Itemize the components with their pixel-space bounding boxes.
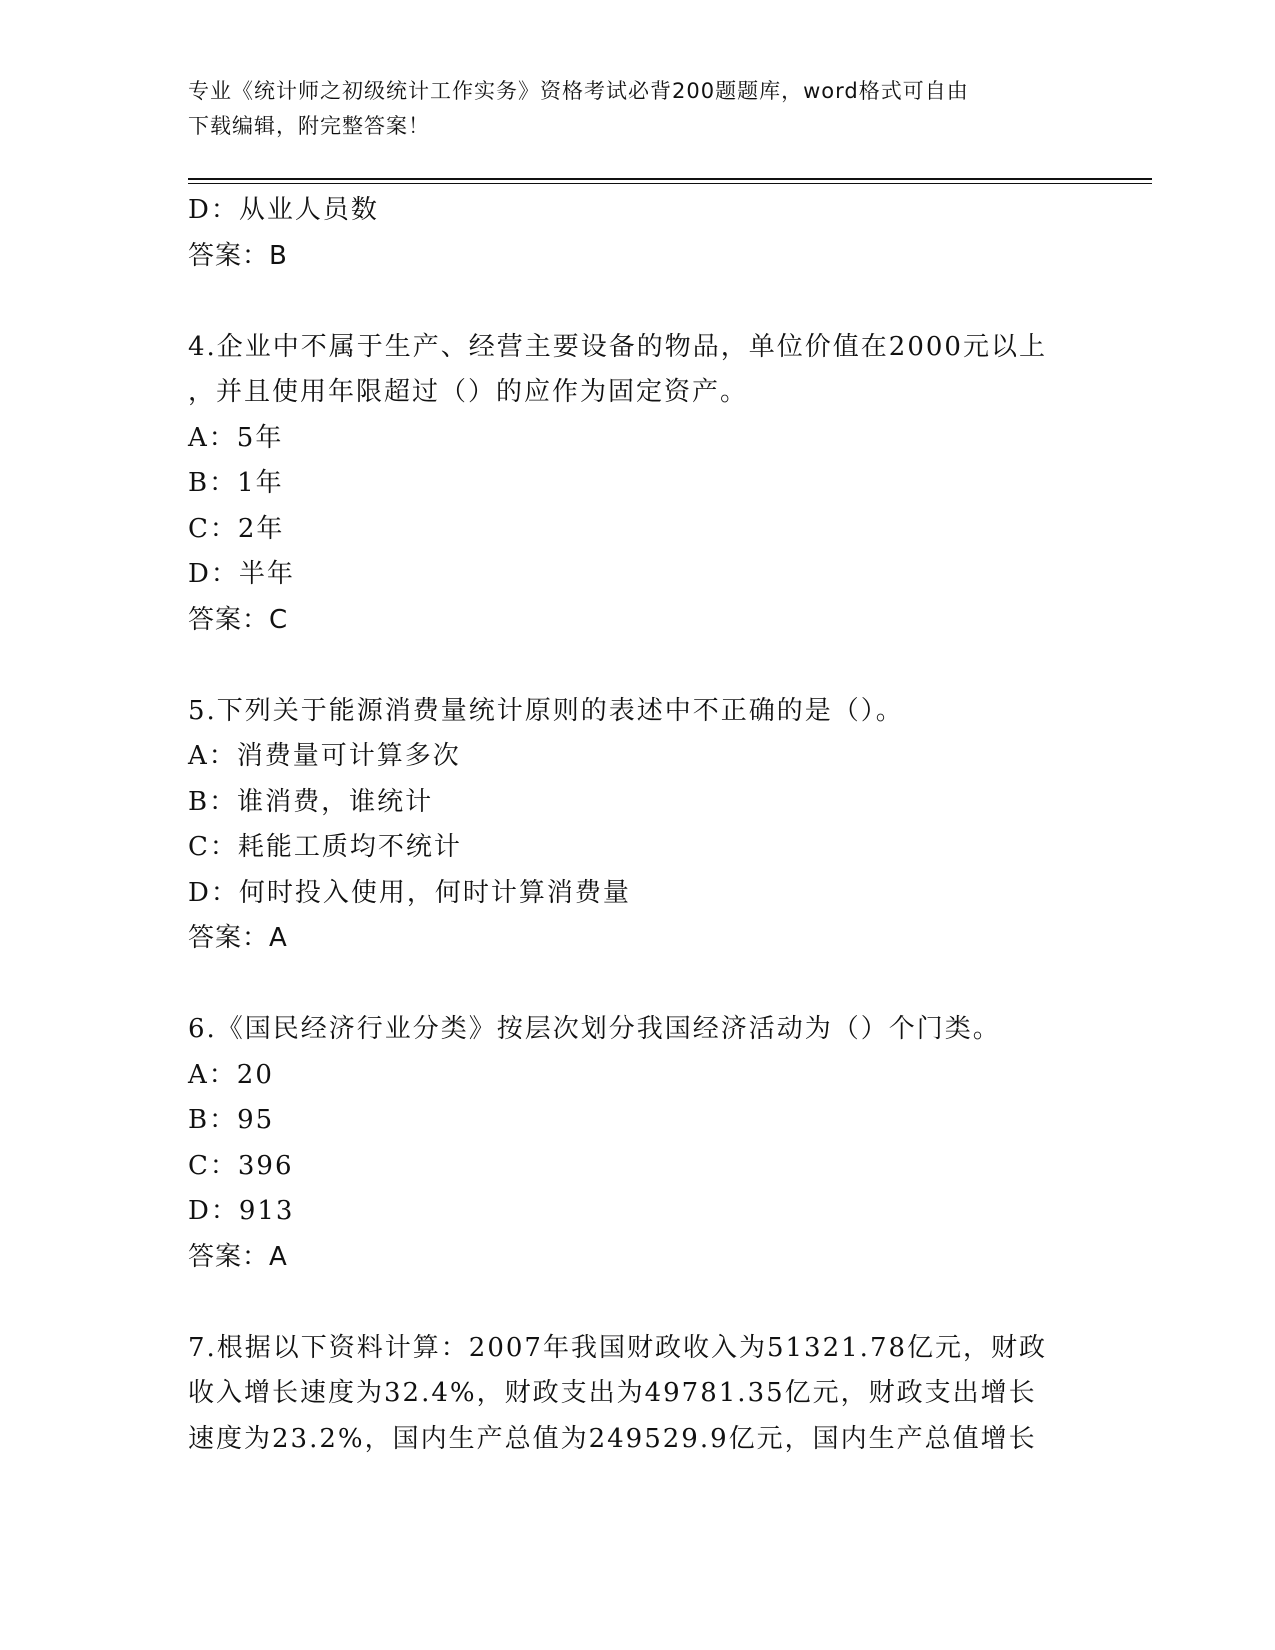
- question-stem-line: 速度为23.2%，国内生产总值为249529.9亿元，国内生产总值增长: [188, 1423, 1037, 1454]
- previous-question-tail: [188, 188, 1088, 279]
- option-c: C：2年: [188, 513, 285, 544]
- question-stem-line: 4.企业中不属于生产、经营主要设备的物品，单位价值在2000元以上: [188, 331, 1047, 362]
- option-b: B：1年: [188, 468, 284, 498]
- option-d: D：从业人员数: [188, 195, 379, 225]
- question-stem-line: 收入增长速度为32.4%，财政支出为49781.35亿元，财政支出增长: [188, 1378, 1037, 1408]
- question-5: [188, 689, 1088, 962]
- document-header: [188, 74, 1068, 144]
- question-4: [188, 325, 1088, 644]
- question-stem-line: 6.《国民经济行业分类》按层次划分我国经济活动为（）个门类。: [188, 1014, 1001, 1044]
- option-c: C：396: [188, 1150, 294, 1181]
- question-stem-line: 7.根据以下资料计算：2007年我国财政收入为51321.78亿元，财政: [188, 1332, 1048, 1363]
- header-divider-thick: [188, 178, 1152, 180]
- option-d: D：半年: [188, 559, 295, 589]
- spacer: [188, 279, 1088, 325]
- answer: 答案：C: [188, 604, 289, 635]
- option-b: B：95: [188, 1105, 275, 1135]
- spacer: [188, 1280, 1088, 1326]
- option-d: D：何时投入使用，何时计算消费量: [188, 877, 631, 908]
- spacer: [188, 643, 1088, 689]
- question-6: [188, 1007, 1088, 1280]
- answer: 答案：B: [188, 240, 288, 271]
- option-d: D：913: [188, 1196, 295, 1226]
- option-a: A：20: [188, 1059, 274, 1090]
- option-a: A：5年: [188, 422, 284, 453]
- question-stem-line: ，并且使用年限超过（）的应作为固定资产。: [188, 377, 749, 407]
- answer: 答案：A: [188, 923, 288, 953]
- question-7: [188, 1326, 1088, 1463]
- option-a: A：消费量可计算多次: [188, 741, 461, 771]
- option-b: B：谁消费，谁统计: [188, 786, 434, 817]
- answer: 答案：A: [188, 1241, 288, 1272]
- question-stem-line: 5.下列关于能源消费量统计原则的表述中不正确的是（）。: [188, 695, 904, 726]
- header-divider-thin: [188, 183, 1152, 184]
- header-line-1: 专业《统计师之初级统计工作实务》资格考试必背200题题库，word格式可自由: [188, 79, 969, 103]
- option-c: C：耗能工质均不统计: [188, 832, 462, 862]
- header-line-2: 下载编辑，附完整答案！: [188, 114, 430, 138]
- document-body: [188, 188, 1088, 1462]
- spacer: [188, 962, 1088, 1008]
